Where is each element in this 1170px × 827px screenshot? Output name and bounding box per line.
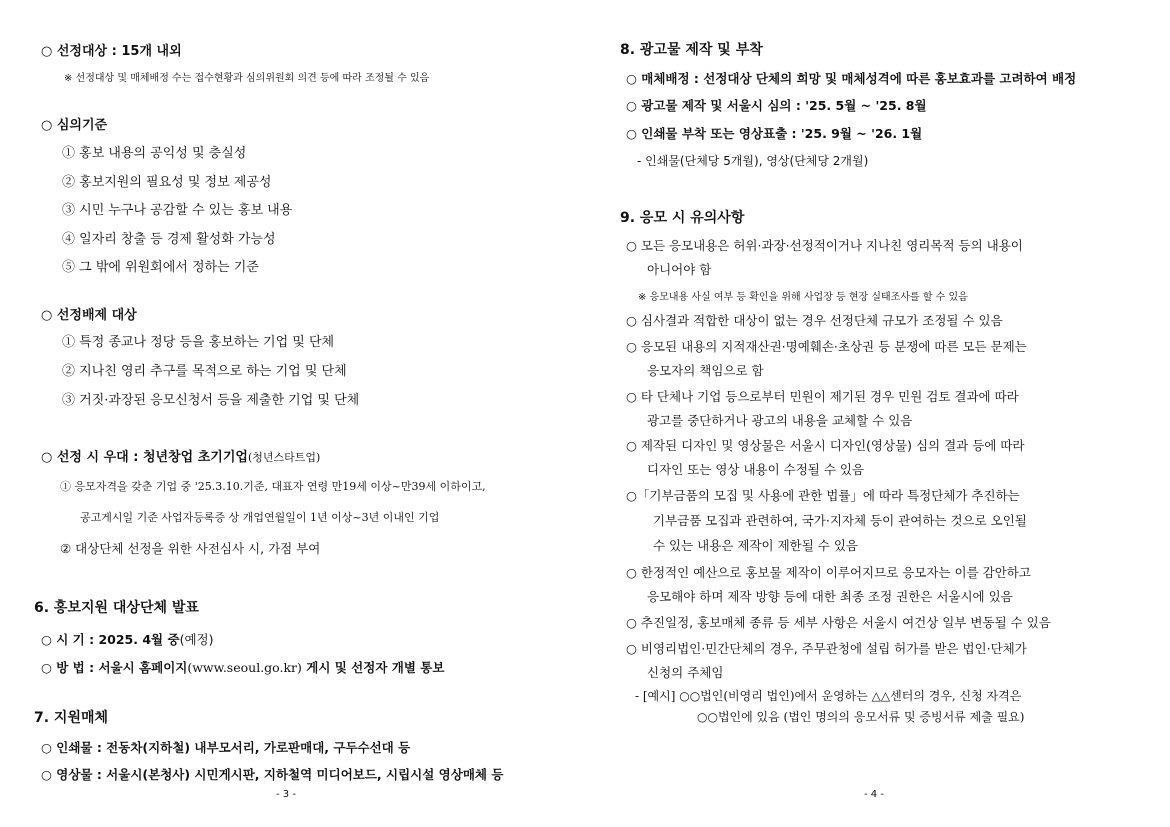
section9-line: ○「기부금품의 모집 및 사용에 관한 법률」에 따라 특정단체가 추진하는	[626, 488, 1020, 503]
preference-heading-main: ○ 선정 시 우대 : 청년창업 초기기업	[41, 450, 248, 465]
section9-line: 아니어야 함	[647, 262, 712, 277]
section9-line: ○ 추진일정, 홍보매체 종류 등 세부 사항은 서울시 여건상 일부 변동될 수 있음	[626, 615, 1051, 630]
section9-note: ※ 응모내용 사실 여부 등 확인을 위해 사업장 등 현장 실태조사를 할 수 있음	[638, 292, 968, 303]
section9-line: ○ 제작된 디자인 및 영상물은 서울시 디자인(영상물) 심의 결과 등에 따라	[626, 438, 1025, 453]
preference-heading	[41, 446, 320, 465]
criteria-item: ② 홍보지원의 필요성 및 정보 제공성	[62, 175, 272, 190]
section8-title: 8. 광고물 제작 및 부착	[620, 42, 763, 58]
exclusion-item: ③ 거짓·과장된 응모신청서 등을 제출한 기업 및 단체	[62, 393, 360, 408]
section9-line: ○ 응모된 내용의 지적재산권·명예훼손·초상권 등 분쟁에 따른 모든 문제는	[626, 339, 1027, 354]
section6-method	[41, 658, 444, 676]
selection-target: ○ 선정대상 : 15개 내외	[41, 44, 182, 59]
section9-line: 수 있는 내용은 제작이 제한될 수 있음	[653, 538, 858, 553]
preference-line-2: 공고게시일 기준 사업자등록증 상 개업연월일이 1년 이상~3년 이내인 기업	[80, 511, 440, 524]
section6-time	[41, 630, 213, 648]
section7-item: ○ 인쇄물 : 전동차(지하철) 내부모서리, 가로판매대, 구두수선대 등	[41, 740, 411, 755]
selection-note: ※ 선정대상 및 매체배정 수는 접수현황과 심의위원회 의견 등에 따라 조정될 수 있음	[64, 73, 430, 84]
preference-heading-suffix: (청년스타트업)	[247, 451, 321, 464]
criteria-item: ③ 시민 누구나 공감할 수 있는 홍보 내용	[62, 203, 293, 218]
section7-item: ○ 영상물 : 서울시(본청사) 시민게시판, 지하철역 미디어보드, 시립시설 영상매체 등	[41, 767, 504, 782]
section6-method-b: 게시 및 선정자 개별 통보	[301, 660, 445, 675]
section9-line: 디자인 또는 영상 내용이 수정될 수 있음	[647, 462, 865, 477]
criteria-heading: ○ 심의기준	[41, 118, 108, 133]
section6-time-suffix: (예정)	[179, 632, 214, 647]
section9-example-cont: ○○법인에 있음 (법인 명의의 응모서류 및 증빙서류 제출 필요)	[697, 710, 1025, 724]
page-number: - 3 -	[276, 789, 296, 800]
right-page	[585, 0, 1170, 827]
exclusion-item: ① 특정 종교나 정당 등을 홍보하는 기업 및 단체	[62, 335, 335, 350]
section9-line: ○ 비영리법인·민간단체의 경우, 주무관청에 설립 허가를 받은 법인·단체가	[626, 641, 1027, 656]
criteria-item: ⑤ 그 밖에 위원회에서 정하는 기준	[62, 260, 259, 275]
criteria-item: ① 홍보 내용의 공익성 및 충실성	[62, 146, 247, 161]
criteria-item: ④ 일자리 창출 등 경제 활성화 가능성	[62, 232, 276, 247]
section9-line: ○ 타 단체나 기업 등으로부터 민원이 제기된 경우 민원 검토 결과에 따라	[626, 389, 1019, 404]
section6-time-main: ○ 시 기 : 2025. 4월 중	[41, 632, 180, 647]
preference-line-1: ① 응모자격을 갖춘 기업 중 '25.3.10.기준, 대표자 연령 만19세 이상~만39세 이하이고,	[60, 480, 486, 493]
section6-title: 6. 홍보지원 대상단체 발표	[34, 600, 199, 616]
section9-line: 신청의 주체임	[647, 665, 724, 680]
section9-line: 광고를 중단하거나 광고의 내용을 교체할 수 있음	[647, 413, 913, 428]
section9-line: 응모자의 책임으로 함	[647, 363, 764, 378]
section6-method-a: ○ 방 법 : 서울시 홈페이지	[41, 660, 188, 675]
section7-title: 7. 지원매체	[34, 710, 109, 726]
section8-item: ○ 광고물 제작 및 서울시 심의 : '25. 5월 ~ '25. 8월	[626, 98, 927, 113]
section8-item: ○ 인쇄물 부착 또는 영상표출 : '25. 9월 ~ '26. 1월	[626, 126, 923, 141]
section8-item: ○ 매체배정 : 선정대상 단체의 희망 및 매체성격에 따른 홍보효과를 고려하여 배정	[626, 71, 1077, 86]
section9-line: 응모해야 하며 제작 방향 등에 대한 최종 조정 권한은 서울시에 있음	[647, 589, 1013, 604]
page-number: - 4 -	[864, 789, 884, 800]
section9-line: 기부금품 모집과 관련하여, 국가·지자체 등이 관여하는 것으로 오인될	[653, 513, 1027, 528]
exclusion-item: ② 지나친 영리 추구를 목적으로 하는 기업 및 단체	[62, 364, 347, 379]
section9-line: ○ 모든 응모내용은 허위·과장·선정적이거나 지나친 영리목적 등의 내용이	[626, 238, 1023, 253]
preference-line-3: ② 대상단체 선정을 위한 사전심사 시, 가점 부여	[60, 541, 321, 556]
section9-example: - [예시] ○○법인(비영리 법인)에서 운영하는 △△센터의 경우, 신청 자격은	[635, 689, 1022, 703]
exclusion-heading: ○ 선정배제 대상	[41, 308, 137, 323]
section6-method-url: (www.seoul.go.kr)	[187, 660, 302, 675]
section8-sub: - 인쇄물(단체당 5개월), 영상(단체당 2개월)	[637, 154, 869, 168]
section9-line: ○ 한정적인 예산으로 홍보물 제작이 이루어지므로 응모자는 이를 감안하고	[626, 565, 1031, 580]
section9-line: ○ 심사결과 적합한 대상이 없는 경우 선정단체 규모가 조정될 수 있음	[626, 313, 1003, 328]
section9-title: 9. 응모 시 유의사항	[620, 210, 745, 226]
